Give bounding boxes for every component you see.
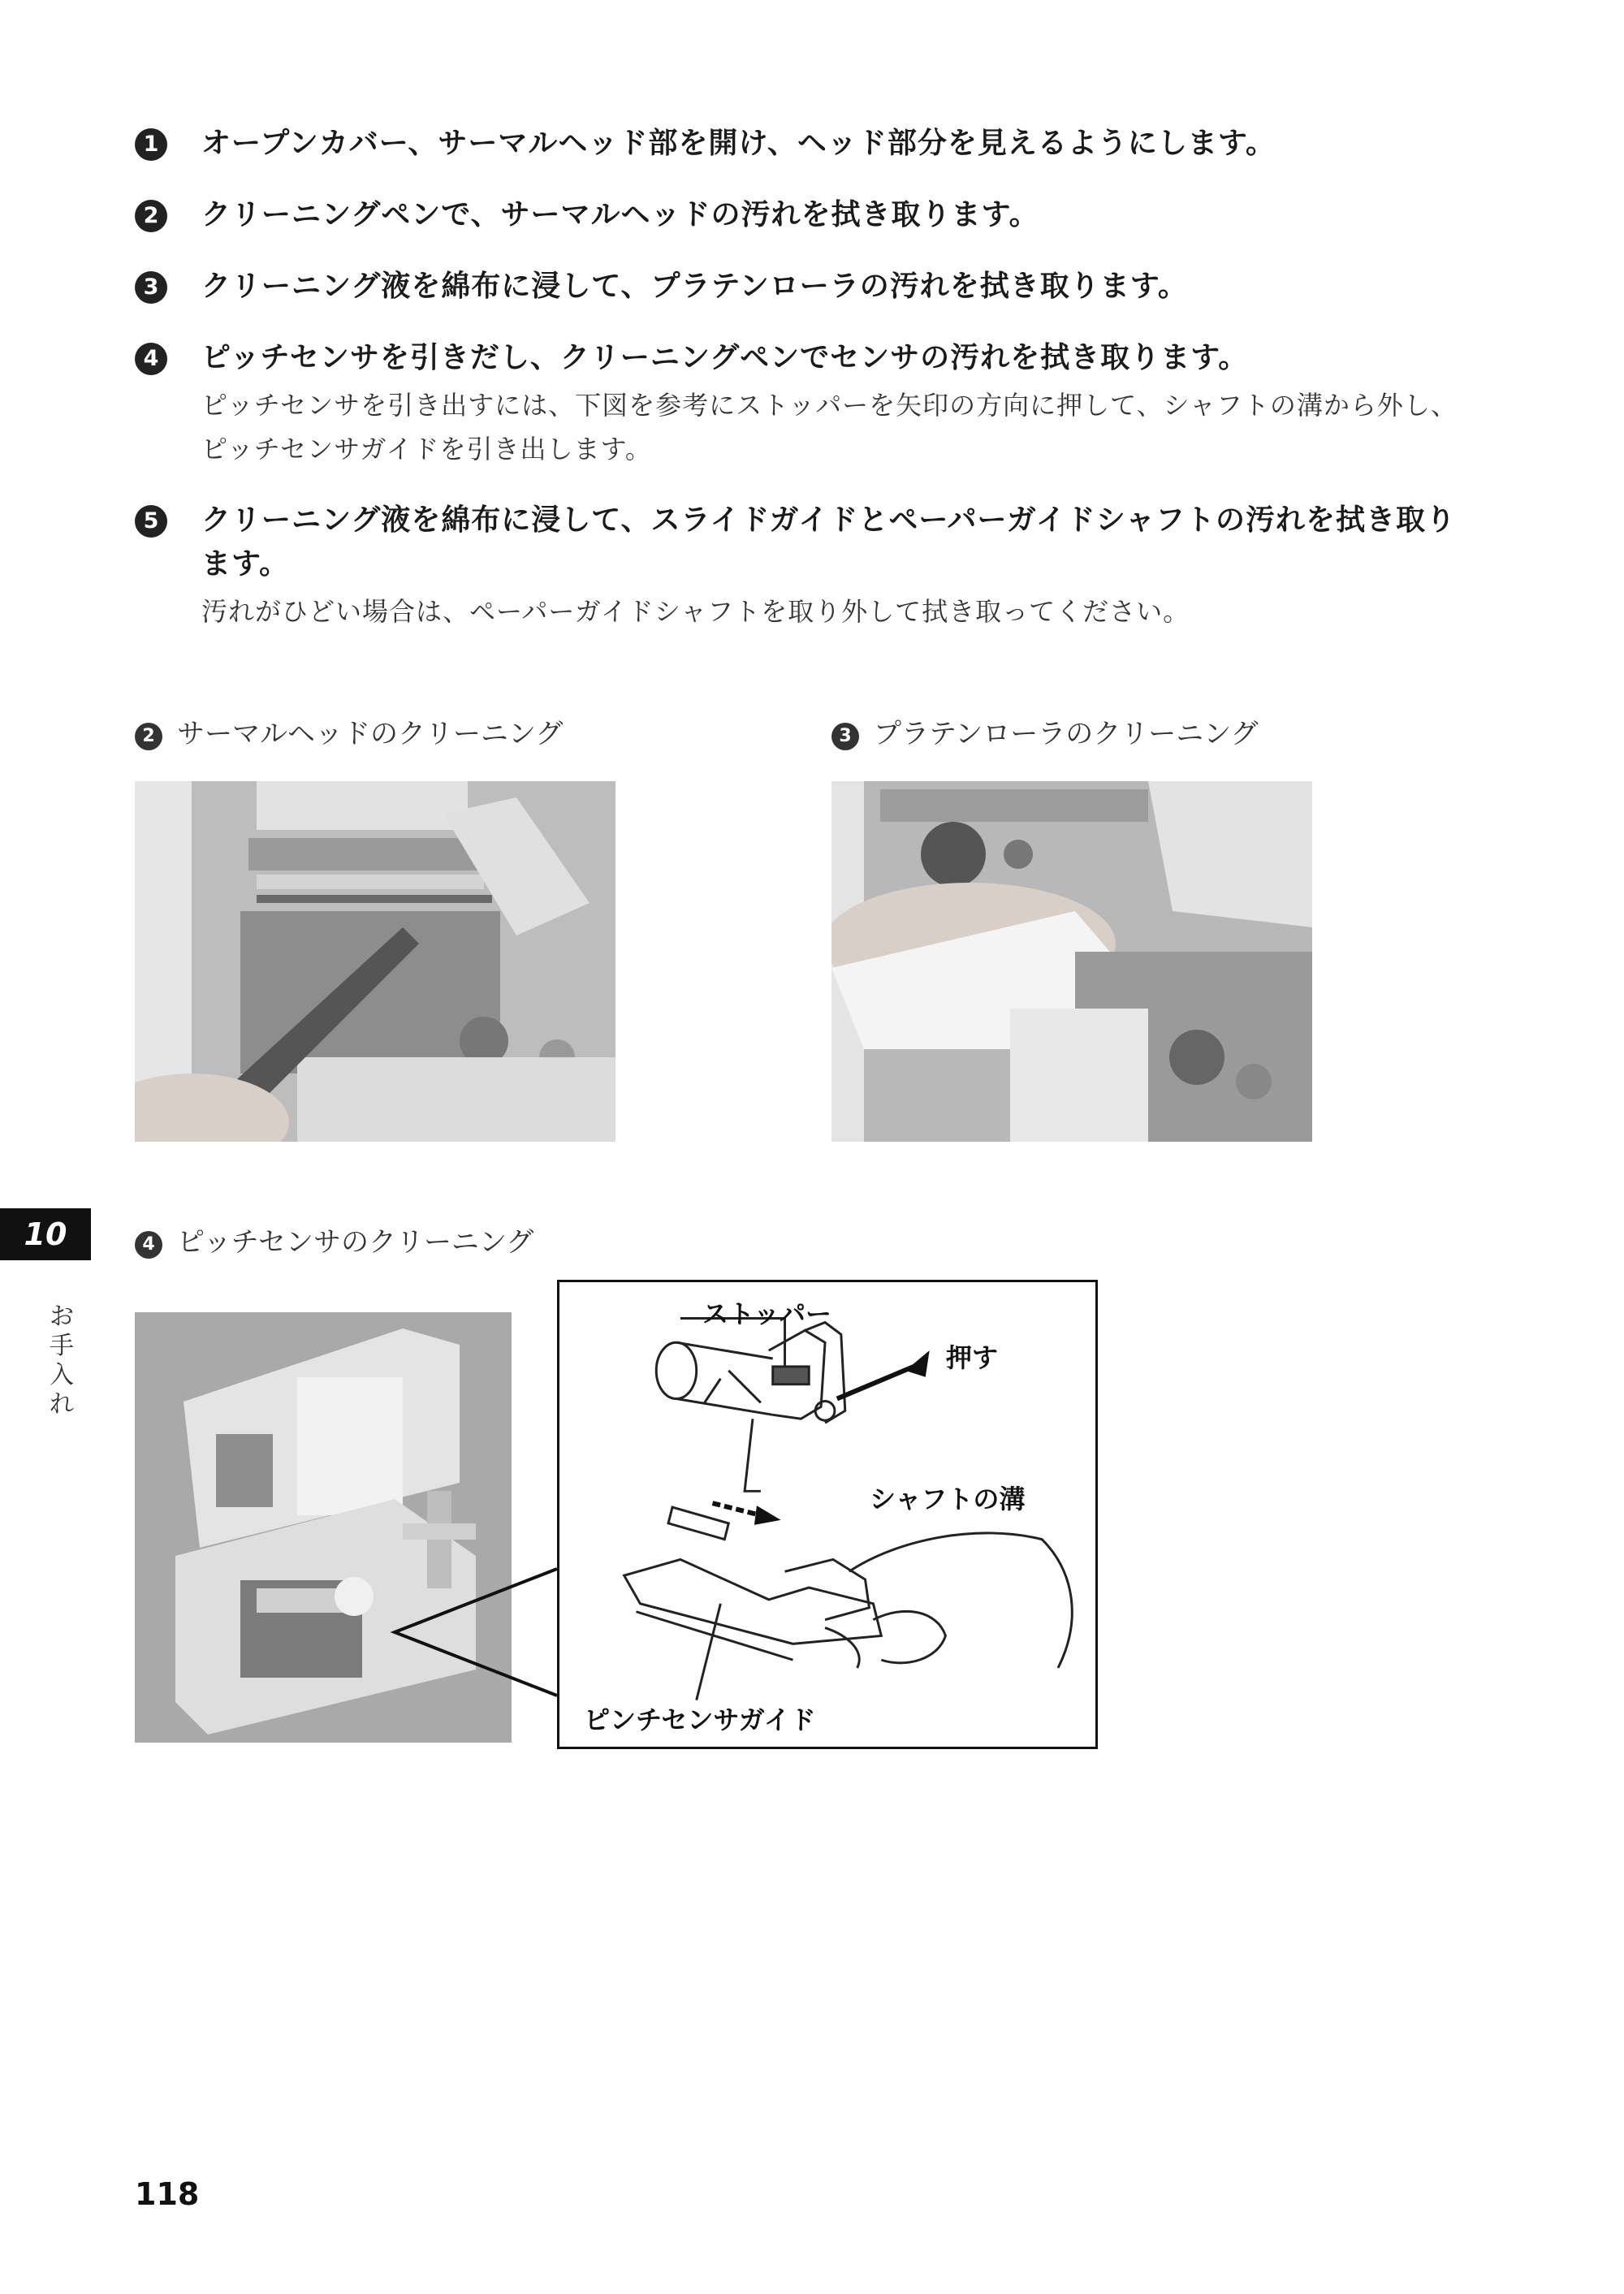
step-number: 4 (135, 343, 167, 375)
caption-text: サーマルヘッドのクリーニング (177, 718, 564, 750)
figure-caption-platen-roller (831, 716, 1259, 752)
platen-roller-photo (831, 781, 1312, 1142)
step-title: ピッチセンサを引きだし、クリーニングペンでセンサの汚れを拭き取ります。 (201, 341, 1249, 374)
label-pinch-sensor-guide: ピンチセンサガイド (584, 1704, 816, 1735)
chapter-number-tab: 10 (0, 1208, 91, 1260)
step-5 (135, 499, 1483, 633)
step-title: クリーニング液を綿布に浸して、プラテンローラの汚れを拭き取ります。 (201, 270, 1188, 303)
printer-overview-photo (135, 1312, 512, 1743)
page-number: 118 (135, 2176, 200, 2212)
step-note: 汚れがひどい場合は、ペーパーガイドシャフトを取り外して拭き取ってください。 (201, 596, 1190, 627)
thermal-head-photo (135, 781, 615, 1142)
step-3 (135, 265, 1483, 309)
step-2 (135, 193, 1483, 237)
pitch-sensor-diagram (557, 1280, 1098, 1749)
step-title: オープンカバー、サーマルヘッド部を開け、ヘッド部分を見えるようにします。 (201, 127, 1276, 160)
instruction-steps (135, 122, 1483, 661)
step-title: クリーニングペンで、サーマルヘッドの汚れを拭き取ります。 (201, 198, 1039, 231)
caption-number: 4 (135, 1231, 162, 1259)
caption-number: 3 (831, 723, 859, 750)
figure-caption-pitch-sensor (135, 1225, 533, 1260)
step-4 (135, 336, 1483, 471)
step-number: 1 (135, 128, 167, 161)
chapter-label: お手入れ (50, 1303, 74, 1419)
label-push: 押す (946, 1342, 999, 1373)
step-number: 5 (135, 505, 167, 538)
label-stopper: ストッパー (702, 1298, 832, 1329)
caption-number: 2 (135, 723, 162, 750)
label-shaft-groove: シャフトの溝 (870, 1484, 1026, 1514)
step-note: ピッチセンサを引き出すには、下図を参考にストッパーを矢印の方向に押して、シャフトの溝から外し、ピッチセンサガイドを引き出します。 (201, 390, 1458, 464)
step-number: 3 (135, 271, 167, 304)
figure-caption-thermal-head (135, 716, 563, 752)
caption-text: ピッチセンサのクリーニング (177, 1226, 534, 1259)
step-number: 2 (135, 200, 167, 232)
step-title: クリーニング液を綿布に浸して、スライドガイドとペーパーガイドシャフトの汚れを拭き取ります。 (201, 503, 1457, 581)
caption-text: プラテンローラのクリーニング (874, 718, 1259, 750)
step-1 (135, 122, 1483, 166)
